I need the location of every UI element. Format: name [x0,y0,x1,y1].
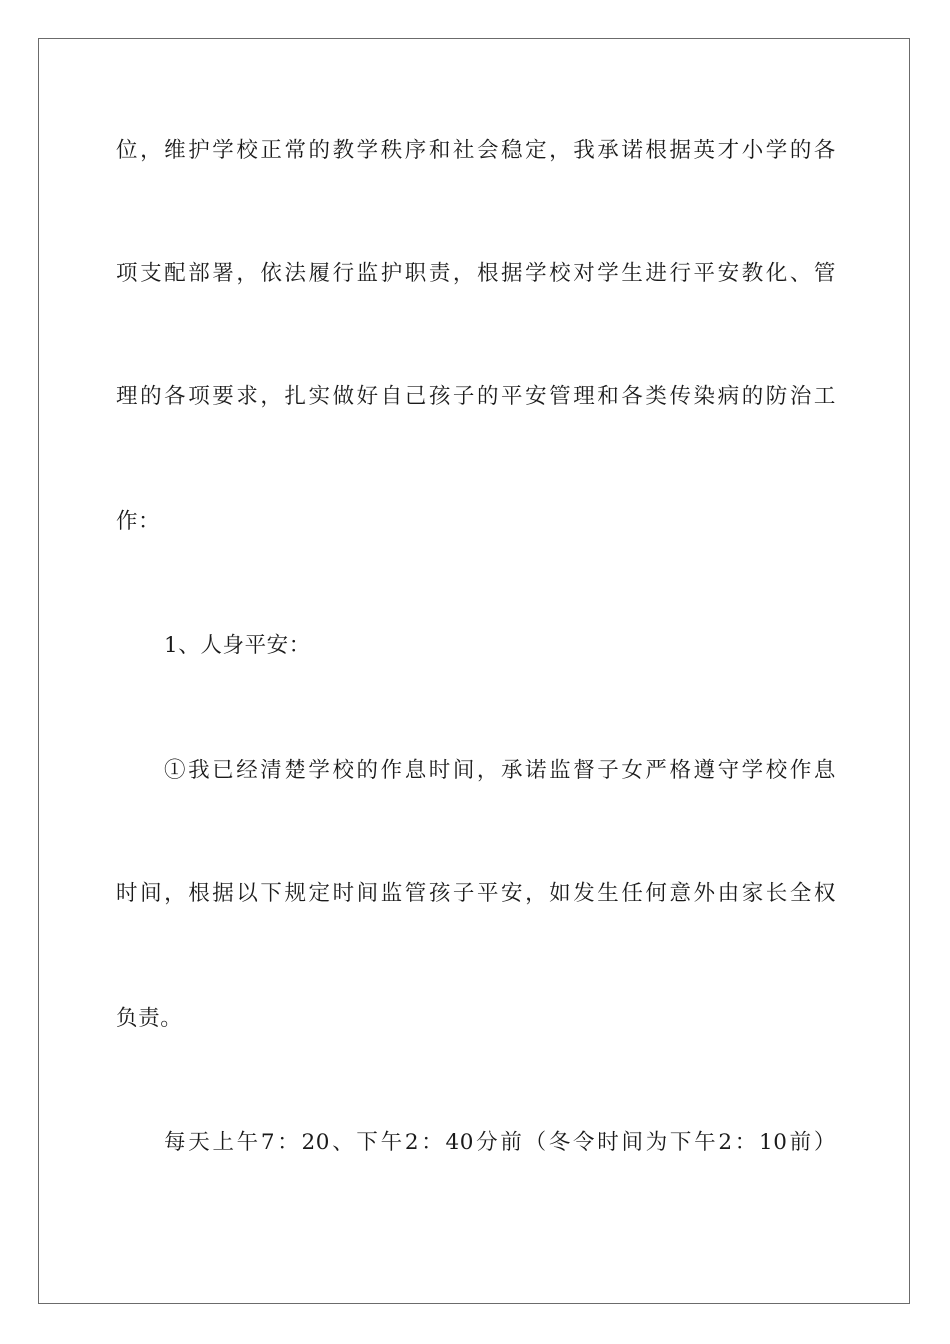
body-text-line: 理的各项要求，扎实做好自己孩子的平安管理和各类传染病的防治工 [116,384,836,409]
body-text-line: 时间，根据以下规定时间监管孩子平安，如发生任何意外由家长全权 [116,881,836,906]
page-border [38,38,910,1304]
body-text-line: 每天上午7：20、下午2：40分前（冬令时间为下午2：10前） [164,1130,836,1155]
body-text-line: 作： [116,509,161,534]
body-text-line: 项支配部署，依法履行监护职责，根据学校对学生进行平安教化、管 [116,261,836,286]
body-text-line: ①我已经清楚学校的作息时间，承诺监督子女严格遵守学校作息 [164,758,836,783]
section-heading: 1、人身平安： [164,633,311,658]
body-text-line: 位，维护学校正常的教学秩序和社会稳定，我承诺根据英才小学的各 [116,138,836,163]
body-text-line: 负责。 [116,1006,183,1031]
